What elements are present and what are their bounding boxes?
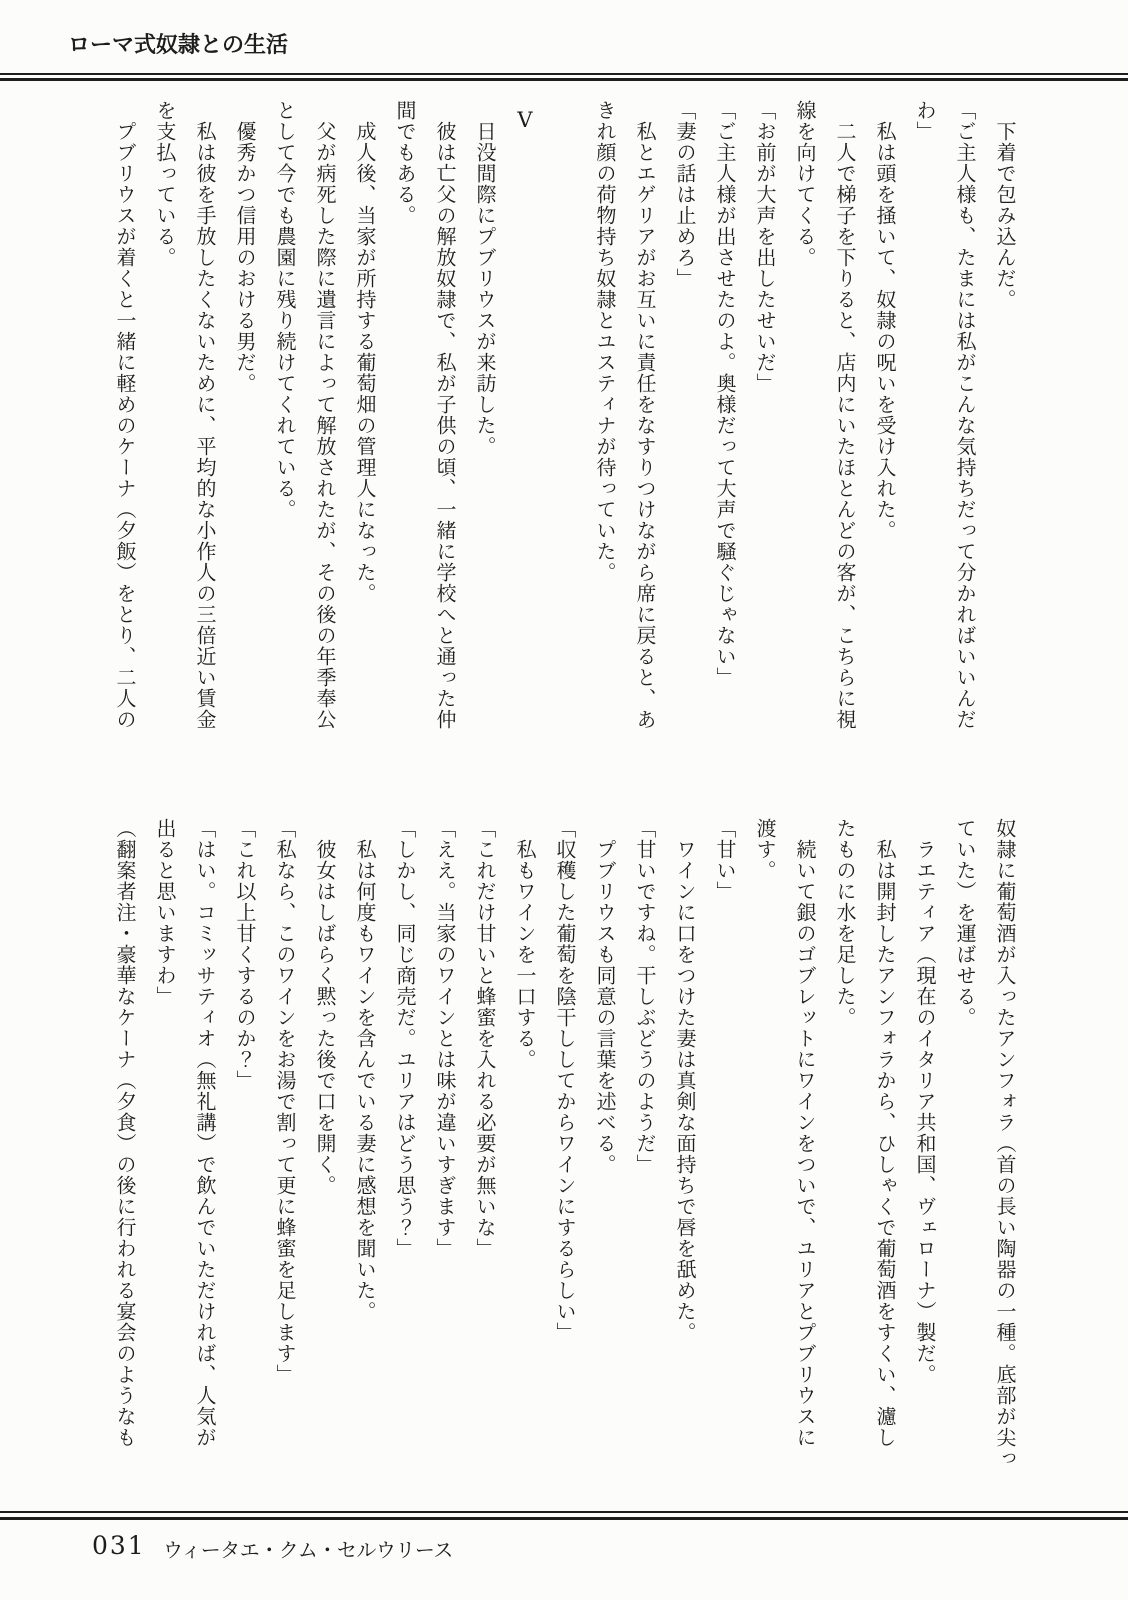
- text-column: 出ると思いますわ」: [153, 818, 177, 1007]
- text-column: 奴隷に葡萄酒が入ったアンフォラ（首の長い陶器の一種。底部が尖っ: [993, 818, 1017, 1469]
- footer-rule-thick: [0, 1517, 1128, 1520]
- text-column: 日没間際にプブリウスが来訪した。: [473, 121, 497, 457]
- text-column: として今でも農園に残り続けてくれている。: [273, 100, 297, 520]
- text-column: 「甘いですね。干しぶどうのようだ」: [633, 818, 657, 1175]
- text-column: たものに水を足した。: [833, 818, 857, 1028]
- text-column: 私は頭を掻いて、奴隷の呪いを受け入れた。: [873, 121, 897, 541]
- text-column: （翻案者注・豪華なケーナ（夕食）の後に行われる宴会のようなも: [113, 818, 137, 1448]
- section-number: V: [513, 108, 537, 132]
- page-number: 031: [92, 1531, 146, 1560]
- text-column: 「これ以上甘くするのか？」: [233, 818, 257, 1091]
- text-column: 私は彼を手放したくないために、平均的な小作人の三倍近い賃金: [193, 121, 217, 730]
- text-column: 「お前が大声を出したせいだ」: [753, 100, 777, 394]
- text-column: 私は何度もワインを含んでいる妻に感想を聞いた。: [353, 839, 377, 1322]
- text-column: 「甘い」: [713, 818, 737, 902]
- running-footer-title: ウィータエ・クム・セルウリース: [163, 1538, 453, 1562]
- text-column: 下着で包み込んだ。: [993, 121, 1017, 310]
- text-column: 「しかし、同じ商売だ。ユリアはどう思う？」: [393, 818, 417, 1259]
- text-column: 続いて銀のゴブレットにワインをついで、ユリアとプブリウスに: [793, 839, 817, 1448]
- text-column: 「ええ。当家のワインとは味が違いすぎます」: [433, 818, 457, 1259]
- text-column: 父が病死した際に遺言によって解放されたが、その後の年季奉公: [313, 121, 337, 730]
- text-column: プブリウスも同意の言葉を述べる。: [593, 839, 617, 1175]
- text-column: 「これだけ甘いと蜂蜜を入れる必要が無いな」: [473, 818, 497, 1259]
- text-column: きれ顔の荷物持ち奴隷とユスティナが待っていた。: [593, 100, 617, 583]
- text-column: 間でもある。: [393, 100, 417, 226]
- text-column: 私もワインを一口する。: [513, 839, 537, 1070]
- text-column: 「妻の話は止めろ」: [673, 100, 697, 289]
- text-column: ラエティア（現在のイタリア共和国、ヴェローナ）製だ。: [913, 839, 937, 1385]
- text-column: ていた）を運ばせる。: [953, 818, 977, 1028]
- text-column: 渡す。: [753, 818, 777, 881]
- text-column: 彼は亡父の解放奴隷で、私が子供の頃、一緒に学校へと通った仲: [433, 121, 457, 730]
- page-header-title: ローマ式奴隷との生活: [68, 32, 289, 58]
- text-column: 「はい。コミッサティオ（無礼講）で飲んでいただければ、人気が: [193, 818, 217, 1448]
- text-column: ワインに口をつけた妻は真剣な面持ちで唇を舐めた。: [673, 839, 697, 1343]
- text-column: 「ご主人様が出させたのよ。奥様だって大声で騒ぐじゃない」: [713, 100, 737, 688]
- text-column: 成人後、当家が所持する葡萄畑の管理人になった。: [353, 121, 377, 604]
- text-column: 二人で梯子を下りると、店内にいたほとんどの客が、こちらに視: [833, 121, 857, 730]
- text-column: わ」: [913, 100, 937, 142]
- text-column: 「収穫した葡萄を陰干ししてからワインにするらしい」: [553, 818, 577, 1343]
- text-column: 優秀かつ信用のおける男だ。: [233, 121, 257, 394]
- text-column: 「ご主人様も、たまには私がこんな気持ちだって分かればいいんだ: [953, 100, 977, 730]
- text-column: 私とエゲリアがお互いに責任をなすりつけながら席に戻ると、あ: [633, 121, 657, 730]
- text-column: プブリウスが着くと一緒に軽めのケーナ（夕飯）をとり、二人の: [113, 121, 137, 730]
- text-column: 私は開封したアンフォラから、ひしゃくで葡萄酒をすくい、濾し: [873, 839, 897, 1448]
- header-rule-thick: [0, 78, 1128, 81]
- footer-rule-thin: [0, 1511, 1128, 1513]
- text-column: 線を向けてくる。: [793, 100, 817, 268]
- text-column: 彼女はしばらく黙った後で口を開く。: [313, 839, 337, 1196]
- text-column: を支払っている。: [153, 100, 177, 268]
- text-column: 「私なら、このワインをお湯で割って更に蜂蜜を足します」: [273, 818, 297, 1385]
- header-rule-thin: [0, 73, 1128, 75]
